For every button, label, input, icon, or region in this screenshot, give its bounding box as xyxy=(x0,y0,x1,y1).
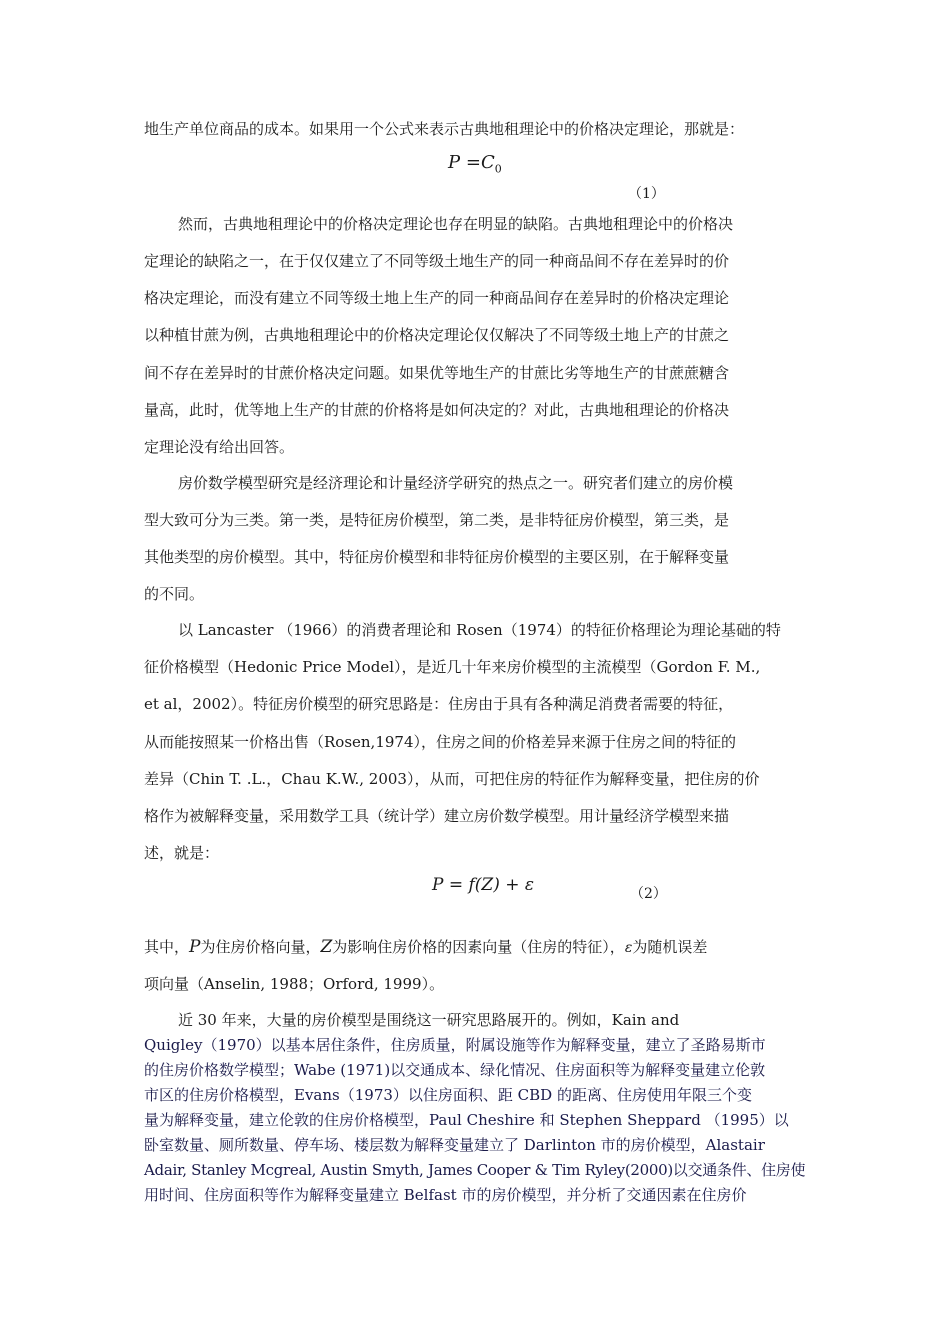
equation-1-number: （1） xyxy=(628,186,665,202)
equation-2-number: （2） xyxy=(630,886,667,902)
paragraph-0-line: 地生产单位商品的成本。如果用一个公式来表示古典地租理论中的价格决定理论，那就是： xyxy=(144,120,745,138)
paragraph-3-line: 述，就是： xyxy=(144,844,220,862)
paragraph-5-line: 用时间、住房面积等作为解释变量建立 Belfast 市的房价模型，并分析了交通因素在住房价 xyxy=(144,1186,747,1204)
paragraph-4-text: 其中， xyxy=(144,938,190,956)
symbol-epsilon: ε xyxy=(624,940,633,956)
equation-1 xyxy=(448,152,502,176)
paragraph-1-line: 格决定理论，而没有建立不同等级土地上生产的同一种商品间存在差异时的价格决定理论 xyxy=(144,289,730,307)
paragraph-5-line: Quigley（1970）以基本居住条件，住房质量，附属设施等作为解释变量，建立了圣路易斯市 xyxy=(144,1036,766,1054)
paragraph-3-line: 差异（Chin T. .L.，Chau K.W., 2003），从而，可把住房的特征作为解释变量，把住房的价 xyxy=(144,770,760,788)
equation-1-subscript: 0 xyxy=(494,162,502,176)
symbol-p: P xyxy=(189,937,201,957)
paragraph-1-line: 间不存在差异时的甘蔗价格决定问题。如果优等地生产的甘蔗比劣等地生产的甘蔗蔗糖含 xyxy=(144,364,730,382)
paragraph-5-line: 近 30 年来，大量的房价模型是围绕这一研究思路展开的。例如，Kain and xyxy=(178,1011,680,1029)
paragraph-2-line: 房价数学模型研究是经济理论和计量经济学研究的热点之一。研究者们建立的房价模 xyxy=(178,474,734,492)
paragraph-5-line: 的住房价格数学模型；Wabe (1971)以交通成本、绿化情况、住房面积等为解释变量建立伦敦 xyxy=(144,1061,766,1079)
paragraph-2-line: 型大致可分为三类。第一类，是特征房价模型，第二类，是非特征房价模型，第三类，是 xyxy=(144,511,730,529)
paragraph-1-line: 以种植甘蔗为例，古典地租理论中的价格决定理论仅仅解决了不同等级土地上产的甘蔗之 xyxy=(144,326,730,344)
paragraph-1-line: 然而，古典地租理论中的价格决定理论也存在明显的缺陷。古典地租理论中的价格决 xyxy=(178,215,734,233)
paragraph-5-line: 量为解释变量，建立伦敦的住房价格模型，Paul Cheshire 和 Stephen Sheppard （1995）以 xyxy=(144,1111,789,1129)
paragraph-1-line: 定理论没有给出回答。 xyxy=(144,438,295,456)
paragraph-4-text: 为住房价格向量， xyxy=(200,938,321,956)
paragraph-1-line: 量高，此时，优等地上生产的甘蔗的价格将是如何决定的？对此，古典地租理论的价格决 xyxy=(144,401,730,419)
equation-1-equals: = xyxy=(465,152,481,173)
paragraph-3-line: 征价格模型（Hedonic Price Model），是近几十年来房价模型的主流模型（Gordon F. M., xyxy=(144,658,761,676)
paragraph-5-line: 市区的住房价格模型，Evans（1973）以住房面积、距 CBD 的距离、住房使用年限三个变 xyxy=(144,1086,752,1104)
paragraph-5-line: 卧室数量、厕所数量、停车场、楼层数为解释变量建立了 Darlinton 市的房价模型，Alastair xyxy=(144,1136,765,1154)
paragraph-3-line: 以 Lancaster （1966）的消费者理论和 Rosen（1974）的特征价格理论为理论基础的特 xyxy=(178,621,781,639)
paragraph-4-line: 项向量（Anselin, 1988；Orford, 1999）。 xyxy=(144,975,445,993)
paragraph-3-line: 从而能按照某一价格出售（Rosen,1974），住房之间的价格差异来源于住房之间的特征的 xyxy=(144,733,737,751)
paragraph-2-line: 的不同。 xyxy=(144,585,205,603)
equation-2: P = f(Z) + ε xyxy=(432,875,535,895)
equation-1-lhs: P xyxy=(448,152,461,173)
paragraph-4-text: 为影响住房价格的因素向量（住房的特征）， xyxy=(332,938,625,956)
paragraph-4-text: 为随机误差 xyxy=(632,938,708,956)
paragraph-5-line: Adair, Stanley Mcgreal, Austin Smyth, James Cooper & Tim Ryley(2000)以交通条件、住房使 xyxy=(144,1161,806,1179)
paragraph-3-line: et al，2002）。特征房价模型的研究思路是：住房由于具有各种满足消费者需要的特征， xyxy=(144,695,734,713)
paragraph-3-line: 格作为被解释变量，采用数学工具（统计学）建立房价数学模型。用计量经济学模型来描 xyxy=(144,807,730,825)
paragraph-4-line xyxy=(144,937,707,958)
symbol-z: Z xyxy=(320,937,333,957)
paragraph-2-line: 其他类型的房价模型。其中，特征房价模型和非特征房价模型的主要区别，在于解释变量 xyxy=(144,548,730,566)
equation-1-rhs: C xyxy=(480,152,495,173)
paragraph-1-line: 定理论的缺陷之一，在于仅仅建立了不同等级土地生产的同一种商品间不存在差异时的价 xyxy=(144,252,730,270)
